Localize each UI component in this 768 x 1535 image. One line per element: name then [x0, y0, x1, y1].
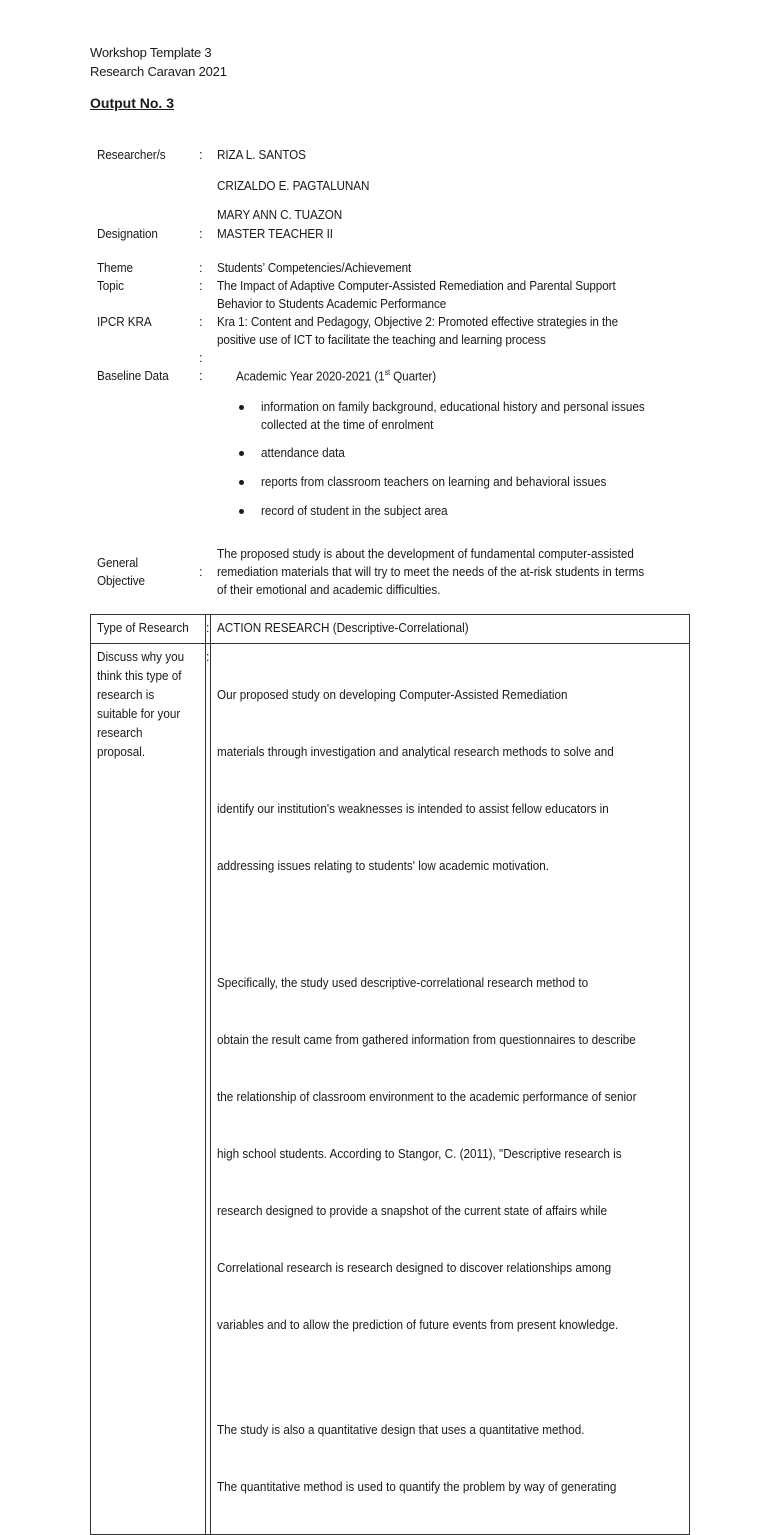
- discuss-label-cell: Discuss why you think this type of research is suitable for your research proposal.: [91, 644, 206, 1535]
- extra-colon: :: [199, 350, 203, 365]
- bullet-icon: [239, 509, 244, 514]
- bullet-icon: [239, 480, 244, 485]
- researchers-label: Researcher/s: [97, 147, 166, 162]
- type-value-cell: ACTION RESEARCH (Descriptive-Correlational): [210, 615, 689, 644]
- topic-line-2: Behavior to Students Academic Performance: [217, 296, 447, 311]
- colon-cell: :: [205, 644, 210, 1535]
- header-line-2: Research Caravan 2021: [90, 64, 227, 79]
- general-objective-text: The proposed study is about the development of fundamental computer-assisted remediation materials that will try to meet the needs of the at-risk students in terms of their emotional and academic difficulties.: [217, 546, 645, 597]
- list-item: record of student in the subject area: [237, 502, 687, 520]
- ipcr-line-1: Kra 1: Content and Pedagogy, Objective 2: Promoted effective strategies in the: [217, 314, 618, 329]
- table-row: [91, 615, 690, 644]
- ipcr-colon: :: [199, 314, 203, 329]
- baseline-list: [237, 398, 687, 520]
- researcher-3: MARY ANN C. TUAZON: [217, 207, 343, 222]
- ipcr-label: IPCR KRA: [97, 314, 152, 329]
- bullet-icon: [239, 405, 244, 410]
- header-line-1: Workshop Template 3: [90, 45, 212, 60]
- list-item: reports from classroom teachers on learning and behavioral issues: [237, 473, 687, 491]
- topic-line-1: The Impact of Adaptive Computer-Assisted Remediation and Parental Support: [217, 278, 616, 293]
- theme-colon: :: [199, 260, 203, 275]
- colon-cell: :: [205, 615, 210, 644]
- type-label-cell: Type of Research: [91, 615, 206, 644]
- designation-label: Designation: [97, 226, 158, 241]
- baseline-colon: :: [199, 368, 203, 383]
- output-title: Output No. 3: [90, 95, 174, 111]
- baseline-year: Academic Year 2020-2021 (1st Quarter): [236, 368, 437, 384]
- general-colon: :: [199, 564, 203, 579]
- research-type-table: [90, 614, 690, 1535]
- ipcr-line-2: positive use of ICT to facilitate the teaching and learning process: [217, 332, 546, 347]
- bullet-icon: [239, 451, 244, 456]
- theme-value: Students’ Competencies/Achievement: [217, 260, 412, 275]
- baseline-label: Baseline Data: [97, 368, 169, 383]
- paragraph-1: Our proposed study on developing Computer-Assisted Remediation materials through investigation and analytical research methods to solve and identify our institution's weaknesses is intended to assist fellow educators in addressing issues relating to students' low academic motivation.: [216, 687, 614, 873]
- list-item: attendance data: [237, 444, 687, 462]
- paragraph-3: The study is also a quantitative design that uses a quantitative method. The quantitative method is used to quantify the problem by way of generating: [216, 1422, 616, 1494]
- table-row: [91, 644, 690, 1535]
- list-item: information on family background, educational history and personal issues collected at the time of enrolment: [237, 398, 687, 434]
- general-label-2: Objective: [97, 573, 145, 588]
- discussion-text-cell: [210, 644, 689, 1535]
- designation-colon: :: [199, 226, 203, 241]
- topic-label: Topic: [97, 278, 124, 293]
- paragraph-2: Specifically, the study used descriptive-correlational research method to obtain the result came from gathered information from questionnaires to describe the relationship of classroom environment to the academic performance of senior high school students. According to Stangor, C. (2011), "Descriptive research is research designed to provide a snapshot of the current state of affairs while Correlational research is research designed to discover relationships among variables and to allow the prediction of future events from present knowledge.: [216, 975, 636, 1332]
- researchers-colon: :: [199, 147, 203, 162]
- topic-colon: :: [199, 278, 203, 293]
- researcher-1: RIZA L. SANTOS: [217, 147, 306, 162]
- general-label-1: General: [97, 555, 139, 570]
- researcher-2: CRIZALDO E. PAGTALUNAN: [217, 178, 370, 193]
- theme-label: Theme: [97, 260, 133, 275]
- designation-value: MASTER TEACHER II: [217, 226, 333, 241]
